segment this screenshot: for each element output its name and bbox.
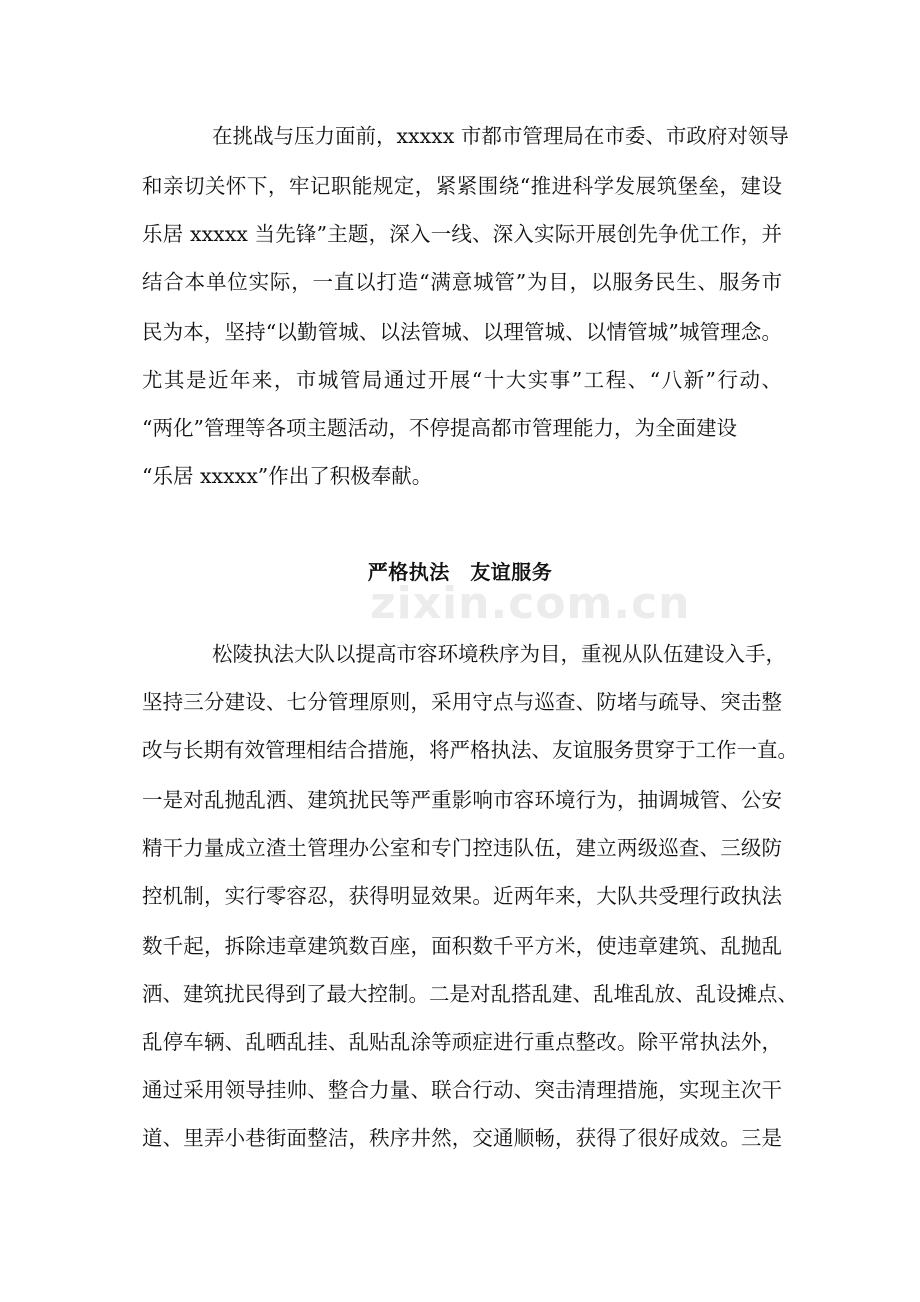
paragraph-line: 乱停车辆、乱晒乱挂、乱贴乱涂等顽症进行重点整改。除平常执法外， bbox=[142, 1030, 782, 1054]
paragraph-line: 通过采用领导挂帅、整合力量、联合行动、突击清理措施，实现主次干 bbox=[142, 1078, 782, 1102]
paragraph-line: 改与长期有效管理相结合措施，将严格执法、友谊服务贯穿于工作一直。 bbox=[142, 738, 798, 762]
paragraph-line: 控机制，实行零容忍，获得明显效果。近两年来，大队共受理行政执法 bbox=[142, 884, 782, 908]
paragraph-line: 洒、建筑扰民得到了最大控制。二是对乱搭乱建、乱堆乱放、乱设摊点、 bbox=[142, 982, 798, 1006]
paragraph-line: 结合本单位实际，一直以打造“满意城管”为目，以服务民生、服务市 bbox=[142, 270, 782, 294]
paragraph-line: 一是对乱抛乱洒、建筑扰民等严重影响市容环境行为，抽调城管、公安 bbox=[142, 788, 782, 812]
paragraph-line: “乐居 xxxxx”作出了积极奉献。 bbox=[142, 464, 433, 488]
section-heading: 严格执法 友谊服务 bbox=[367, 560, 553, 584]
paragraph-line: 道、里弄小巷街面整洁，秩序井然，交通顺畅，获得了很好成效。三是 bbox=[142, 1126, 782, 1150]
paragraph-line: 精干力量成立渣土管理办公室和专门控违队伍，建立两级巡查、三级防 bbox=[142, 836, 782, 860]
paragraph-line: 坚持三分建设、七分管理原则，采用守点与巡查、防堵与疏导、突击整 bbox=[142, 690, 782, 714]
paragraph-line: “两化”管理等各项主题活动，不停提高都市管理能力，为全面建设 bbox=[142, 416, 737, 440]
paragraph-line: 乐居 xxxxx 当先锋”主题，深入一线、深入实际开展创先争优工作，并 bbox=[142, 222, 782, 246]
paragraph-line: 民为本，坚持“以勤管城、以法管城、以理管城、以情管城”城管理念。 bbox=[142, 320, 782, 344]
paragraph-line: 数千起，拆除违章建筑数百座，面积数千平方米，使违章建筑、乱抛乱 bbox=[142, 934, 782, 958]
paragraph-line: 和亲切关怀下，牢记职能规定，紧紧围绕“推进科学发展筑堡垒，建设 bbox=[142, 174, 782, 198]
paragraph-line: 松陵执法大队以提高市容环境秩序为目，重视从队伍建设入手， bbox=[212, 642, 786, 666]
watermark: zixin.com.cn bbox=[370, 578, 691, 629]
paragraph-line: 在挑战与压力面前，xxxxx 市都市管理局在市委、市政府对领导 bbox=[212, 124, 789, 148]
paragraph-line: 尤其是近年来，市城管局通过开展“十大实事”工程、“八新”行动、 bbox=[142, 368, 782, 392]
